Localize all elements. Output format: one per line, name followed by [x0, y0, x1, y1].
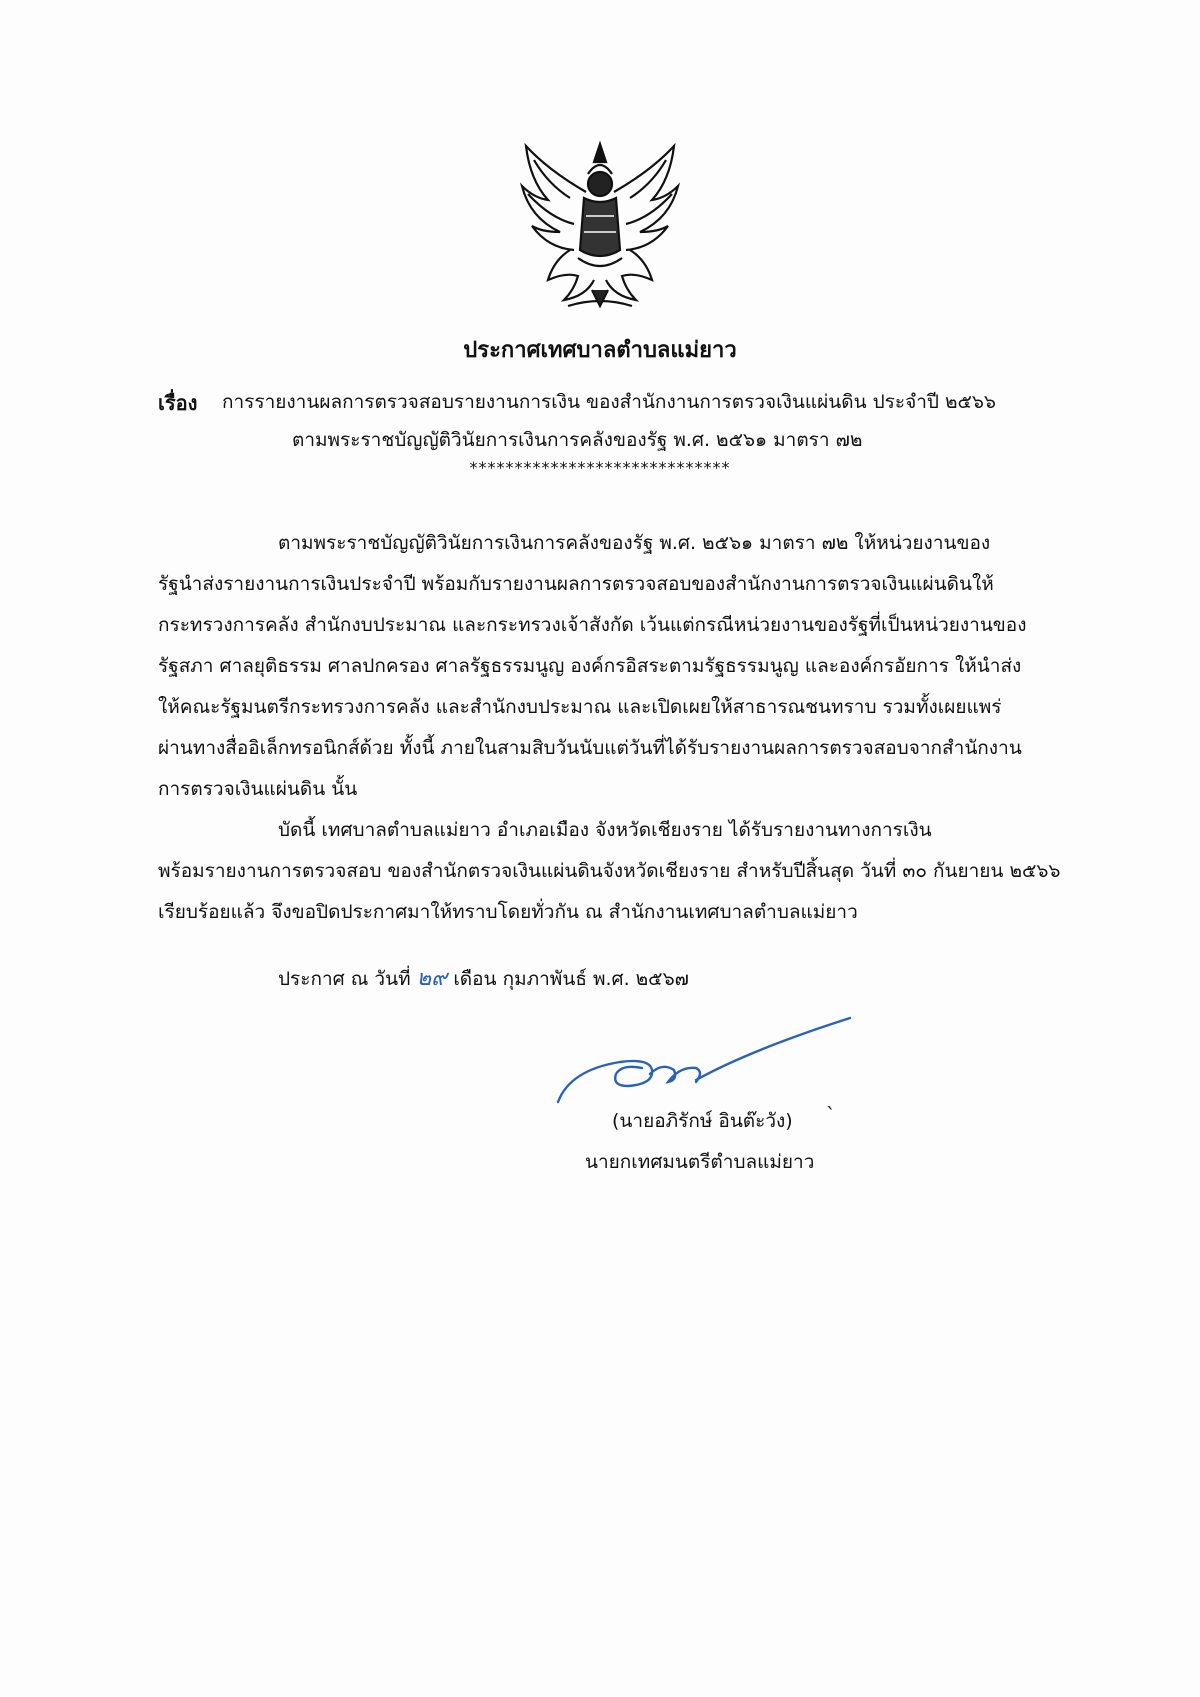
signer-position: นายกเทศมนตรีตำบลแม่ยาว [585, 1151, 815, 1173]
paragraph1-line: ผ่านทางสื่ออิเล็กทรอนิกส์ด้วย ทั้งนี้ ภายในสามสิบวันนับแต่วันที่ได้รับรายงานผลการตรวจสอบจากสำนักงาน [158, 737, 1022, 759]
paragraph2-line: เรียบร้อยแล้ว จึงขอปิดประกาศมาให้ทราบโดยทั่วกัน ณ สำนักงานเทศบาลตำบลแม่ยาว [158, 901, 858, 923]
announce-suffix: เดือน กุมภาพันธ์ พ.ศ. ๒๕๖๗ [453, 968, 689, 990]
paragraph2-line: พร้อมรายงานการตรวจสอบ ของสำนักตรวจเงินแผ่นดินจังหวัดเชียงราย สำหรับปีสิ้นสุด วันที่ ๓๐ กันยายน ๒๕๖๖ [158, 860, 1061, 882]
announcement-date [278, 960, 689, 995]
subject-line-1: การรายงานผลการตรวจสอบรายงานการเงิน ของสำนักงานการตรวจเงินแผ่นดิน ประจำปี ๒๕๖๖ [222, 391, 996, 413]
document-title: ประกาศเทศบาลตำบลแม่ยาว [463, 338, 737, 363]
tick-mark: ` [826, 1104, 836, 1126]
paragraph1-line: ตามพระราชบัญญัติวินัยการเงินการคลังของรัฐ พ.ศ. ๒๕๖๑ มาตรา ๗๒ ให้หน่วยงานของ [278, 532, 991, 554]
announce-day-handwritten: ๒๙ [416, 966, 448, 991]
paragraph2-line: บัดนี้ เทศบาลตำบลแม่ยาว อำเภอเมือง จังหวัดเชียงราย ได้รับรายงานทางการเงิน [278, 819, 932, 841]
subject-label: เรื่อง [158, 391, 198, 415]
subject-line-2: ตามพระราชบัญญัติวินัยการเงินการคลังของรัฐ พ.ศ. ๒๕๖๑ มาตรา ๗๒ [292, 429, 863, 451]
paragraph1-line: กระทรวงการคลัง สำนักงบประมาณ และกระทรวงเจ้าสังกัด เว้นแต่กรณีหน่วยงานของรัฐที่เป็นหน่วยงานของ [158, 614, 1027, 636]
signer-name: (นายอภิรักษ์ อินต๊ะวัง) [612, 1110, 793, 1132]
paragraph1-line: รัฐนำส่งรายงานการเงินประจำปี พร้อมกับรายงานผลการตรวจสอบของสำนักงานการตรวจเงินแผ่นดินให้ [158, 573, 994, 595]
paragraph1-line: ให้คณะรัฐมนตรีกระทรวงการคลัง และสำนักงบประมาณ และเปิดเผยให้สาธารณชนทราบ รวมทั้งเผยแพร่ [158, 696, 1002, 718]
paragraph1-line: การตรวจเงินแผ่นดิน นั้น [158, 778, 358, 800]
garuda-emblem [508, 140, 692, 312]
handwritten-signature [550, 1010, 860, 1115]
announce-prefix: ประกาศ ณ วันที่ [278, 968, 411, 990]
separator-line: ***************************** [469, 458, 731, 477]
paragraph1-line: รัฐสภา ศาลยุติธรรม ศาลปกครอง ศาลรัฐธรรมนูญ องค์กรอิสระตามรัฐธรรมนูญ และองค์กรอัยการ ให้นำส่ง [158, 655, 1022, 677]
